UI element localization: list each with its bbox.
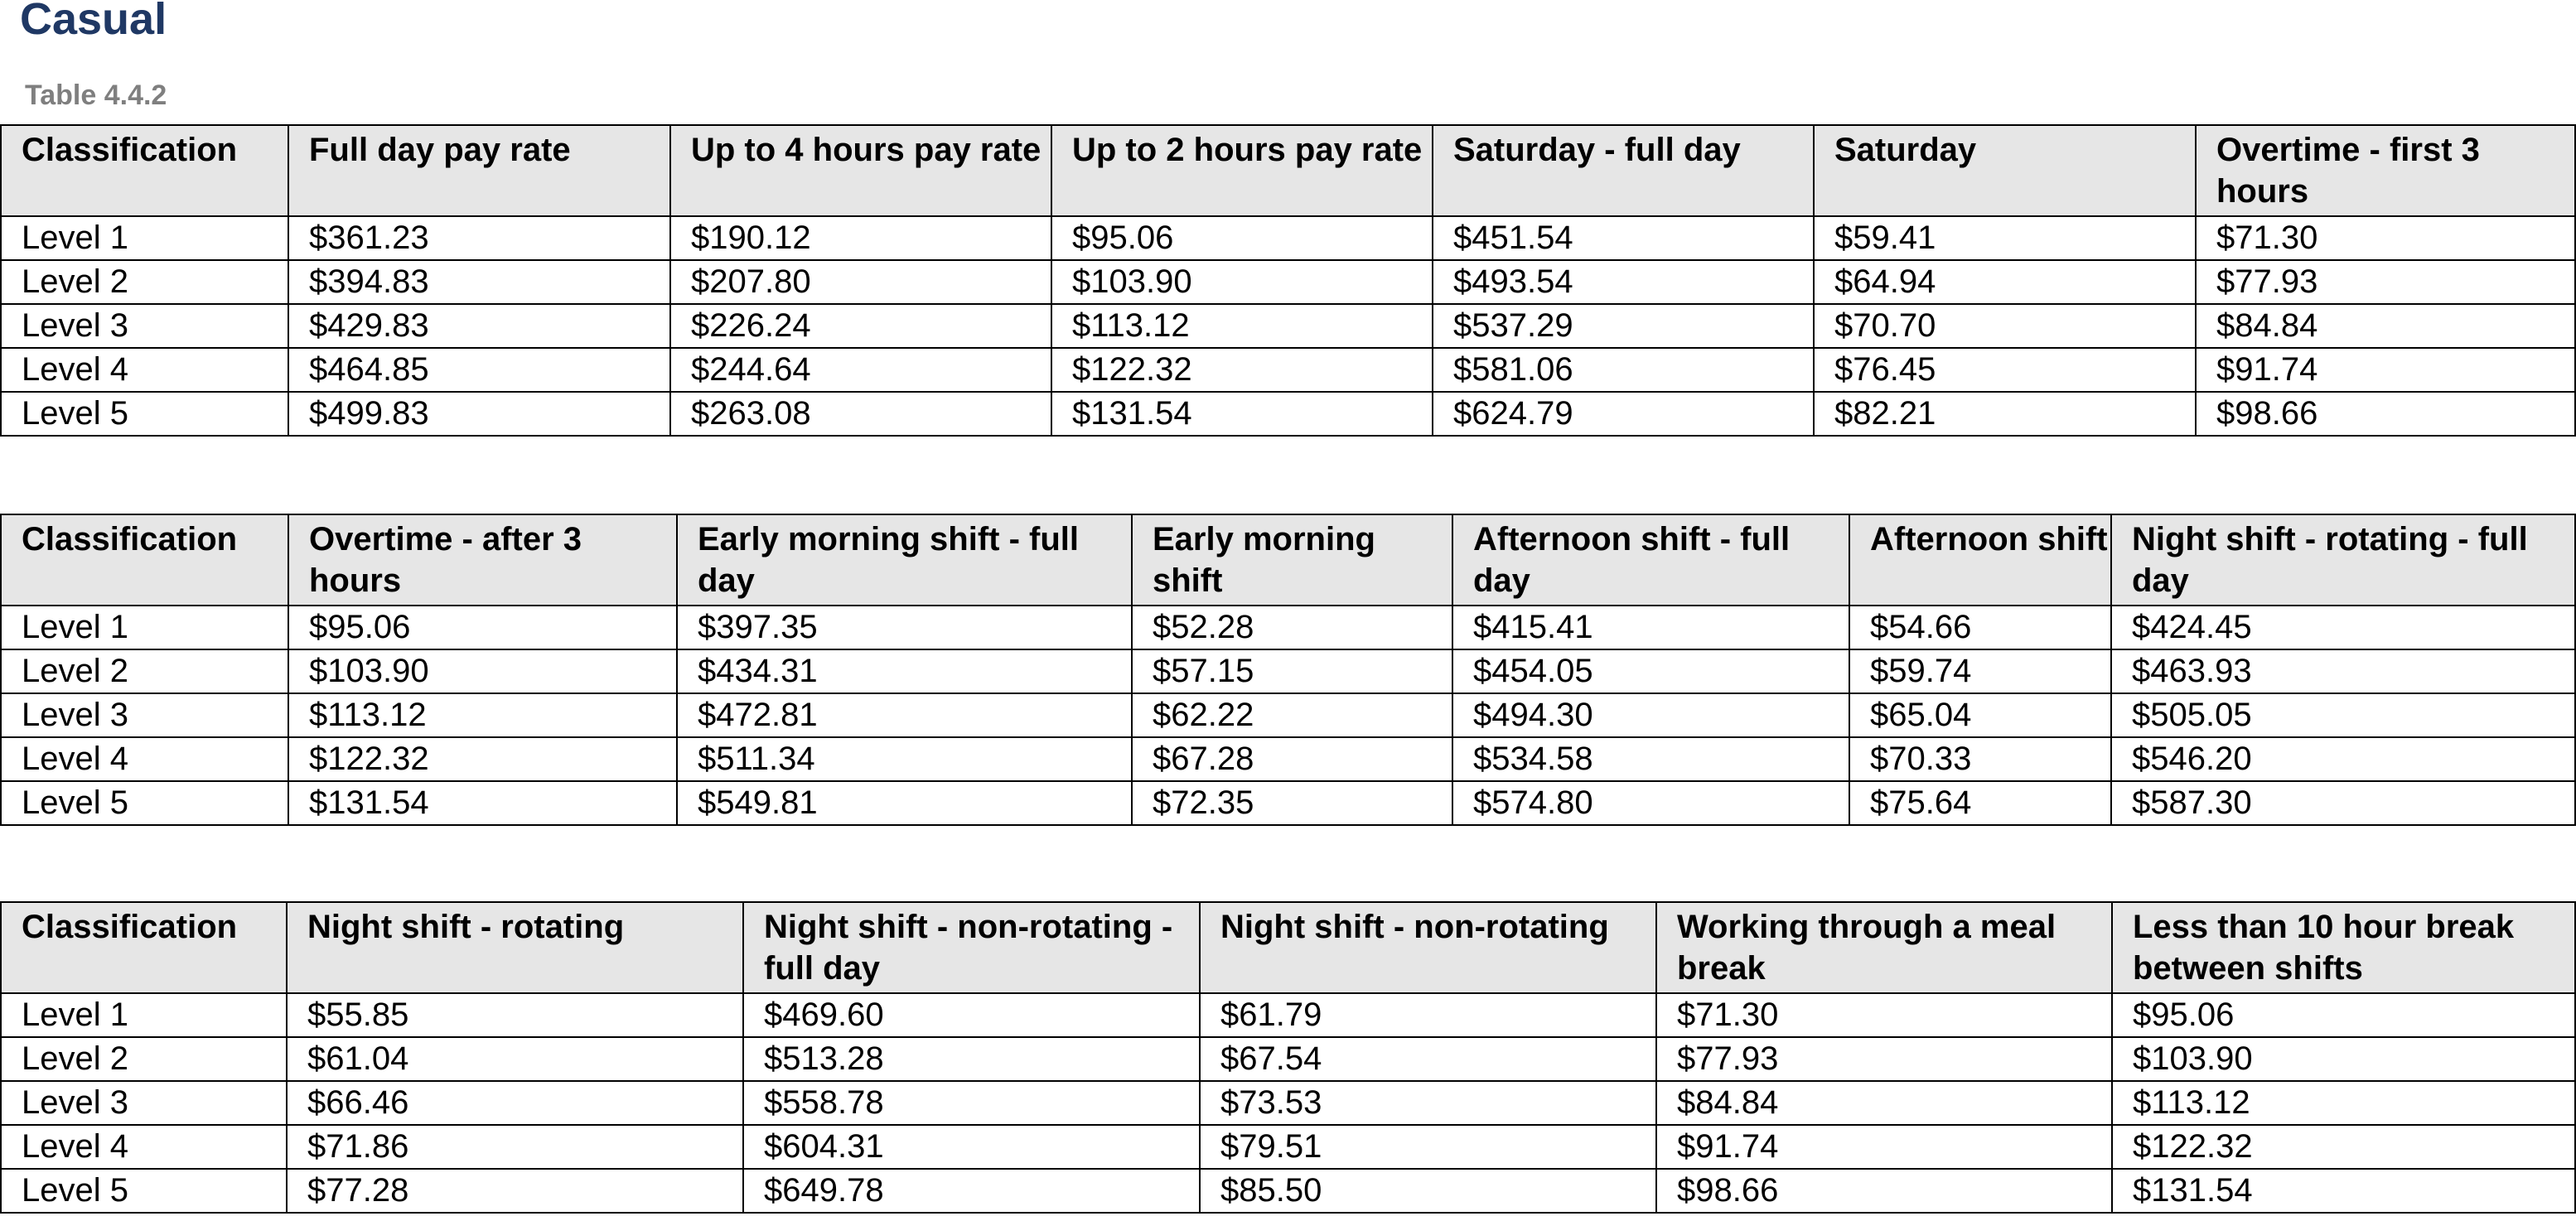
table-row — [1, 260, 2575, 304]
classification-cell: Level 3 — [1, 1081, 287, 1125]
rate-cell: $394.83 — [288, 260, 670, 304]
column-header: Overtime - first 3 hours — [2196, 125, 2575, 216]
classification-cell: Level 3 — [1, 304, 288, 348]
rate-cell: $55.85 — [287, 993, 743, 1037]
table-row — [1, 392, 2575, 436]
column-header: Saturday — [1814, 125, 2196, 216]
column-header: Working through a meal break — [1656, 902, 2112, 993]
table-row — [1, 993, 2575, 1037]
rate-cell: $424.45 — [2111, 606, 2575, 649]
clipped-heading — [25, 80, 232, 111]
pay-rates-table-2 — [0, 514, 2576, 826]
rate-cell: $64.94 — [1814, 260, 2196, 304]
rate-cell: $59.41 — [1814, 216, 2196, 260]
column-header: Afternoon shift - full day — [1452, 514, 1849, 606]
rate-cell: $91.74 — [2196, 348, 2575, 392]
rate-cell: $57.15 — [1132, 649, 1452, 693]
column-header: Classification — [1, 902, 287, 993]
rate-cell: $95.06 — [288, 606, 677, 649]
rate-cell: $464.85 — [288, 348, 670, 392]
rate-cell: $67.54 — [1200, 1037, 1656, 1081]
rate-cell: $54.66 — [1849, 606, 2111, 649]
column-header: Less than 10 hour break between shifts — [2112, 902, 2575, 993]
rate-cell: $98.66 — [2196, 392, 2575, 436]
classification-cell: Level 1 — [1, 216, 288, 260]
rate-cell: $494.30 — [1452, 693, 1849, 737]
classification-cell: Level 4 — [1, 348, 288, 392]
rate-cell: $98.66 — [1656, 1169, 2112, 1213]
column-header: Saturday - full day — [1433, 125, 1814, 216]
table-row — [1, 781, 2575, 825]
rate-cell: $649.78 — [743, 1169, 1200, 1213]
rate-cell: $472.81 — [677, 693, 1132, 737]
column-header: Early morning shift - full day — [677, 514, 1132, 606]
rate-cell: $549.81 — [677, 781, 1132, 825]
column-header: Afternoon shift — [1849, 514, 2111, 606]
classification-cell: Level 3 — [1, 693, 288, 737]
column-header: Night shift - non-rotating — [1200, 902, 1656, 993]
rate-cell: $82.21 — [1814, 392, 2196, 436]
rate-cell: $122.32 — [288, 737, 677, 781]
rate-cell: $397.35 — [677, 606, 1132, 649]
classification-cell: Level 5 — [1, 1169, 287, 1213]
rate-cell: $463.93 — [2111, 649, 2575, 693]
clipped-heading-text: Table 4.4.2 — [25, 80, 167, 111]
rate-cell: $113.12 — [2112, 1081, 2575, 1125]
rate-cell: $67.28 — [1132, 737, 1452, 781]
rate-cell: $581.06 — [1433, 348, 1814, 392]
rate-cell: $499.83 — [288, 392, 670, 436]
classification-cell: Level 5 — [1, 392, 288, 436]
table-row — [1, 348, 2575, 392]
rate-cell: $587.30 — [2111, 781, 2575, 825]
column-header: Full day pay rate — [288, 125, 670, 216]
rate-cell: $71.30 — [1656, 993, 2112, 1037]
rate-cell: $113.12 — [288, 693, 677, 737]
classification-cell: Level 1 — [1, 993, 287, 1037]
table-row — [1, 649, 2575, 693]
column-header: Classification — [1, 125, 288, 216]
classification-cell: Level 4 — [1, 737, 288, 781]
pay-rates-table-3 — [0, 901, 2576, 1214]
rate-cell: $77.93 — [2196, 260, 2575, 304]
column-header: Up to 4 hours pay rate — [670, 125, 1051, 216]
rate-cell: $361.23 — [288, 216, 670, 260]
table-header-row — [1, 902, 2575, 993]
rate-cell: $451.54 — [1433, 216, 1814, 260]
column-header: Overtime - after 3 hours — [288, 514, 677, 606]
table-row — [1, 304, 2575, 348]
rate-cell: $207.80 — [670, 260, 1051, 304]
rate-cell: $415.41 — [1452, 606, 1849, 649]
rate-cell: $61.04 — [287, 1037, 743, 1081]
table-row — [1, 1125, 2575, 1169]
rate-cell: $429.83 — [288, 304, 670, 348]
rate-cell: $558.78 — [743, 1081, 1200, 1125]
rate-cell: $66.46 — [287, 1081, 743, 1125]
rate-cell: $103.90 — [1051, 260, 1433, 304]
table-header-row — [1, 125, 2575, 216]
rate-cell: $95.06 — [2112, 993, 2575, 1037]
rate-cell: $604.31 — [743, 1125, 1200, 1169]
table-row — [1, 1081, 2575, 1125]
rate-cell: $131.54 — [2112, 1169, 2575, 1213]
rate-cell: $546.20 — [2111, 737, 2575, 781]
classification-cell: Level 2 — [1, 260, 288, 304]
page-title: Casual — [20, 0, 167, 44]
rate-cell: $131.54 — [1051, 392, 1433, 436]
rate-cell: $71.30 — [2196, 216, 2575, 260]
rate-cell: $624.79 — [1433, 392, 1814, 436]
rate-cell: $263.08 — [670, 392, 1051, 436]
column-header: Up to 2 hours pay rate — [1051, 125, 1433, 216]
table-row — [1, 216, 2575, 260]
rate-cell: $84.84 — [1656, 1081, 2112, 1125]
rate-cell: $76.45 — [1814, 348, 2196, 392]
rate-cell: $77.93 — [1656, 1037, 2112, 1081]
rate-cell: $84.84 — [2196, 304, 2575, 348]
rate-cell: $131.54 — [288, 781, 677, 825]
rate-cell: $52.28 — [1132, 606, 1452, 649]
rate-cell: $122.32 — [1051, 348, 1433, 392]
classification-cell: Level 2 — [1, 1037, 287, 1081]
rate-cell: $70.33 — [1849, 737, 2111, 781]
rate-cell: $71.86 — [287, 1125, 743, 1169]
classification-cell: Level 1 — [1, 606, 288, 649]
rate-cell: $103.90 — [288, 649, 677, 693]
rate-cell: $70.70 — [1814, 304, 2196, 348]
rate-cell: $505.05 — [2111, 693, 2575, 737]
column-header: Night shift - rotating - full day — [2111, 514, 2575, 606]
rate-cell: $91.74 — [1656, 1125, 2112, 1169]
rate-cell: $226.24 — [670, 304, 1051, 348]
rate-cell: $62.22 — [1132, 693, 1452, 737]
pay-rates-table-1 — [0, 124, 2576, 437]
rate-cell: $469.60 — [743, 993, 1200, 1037]
classification-cell: Level 4 — [1, 1125, 287, 1169]
rate-cell: $65.04 — [1849, 693, 2111, 737]
rate-cell: $61.79 — [1200, 993, 1656, 1037]
rate-cell: $59.74 — [1849, 649, 2111, 693]
table-row — [1, 1169, 2575, 1213]
rate-cell: $190.12 — [670, 216, 1051, 260]
column-header: Early morning shift — [1132, 514, 1452, 606]
rate-cell: $85.50 — [1200, 1169, 1656, 1213]
rate-cell: $537.29 — [1433, 304, 1814, 348]
table-row — [1, 606, 2575, 649]
rate-cell: $75.64 — [1849, 781, 2111, 825]
classification-cell: Level 5 — [1, 781, 288, 825]
rate-cell: $73.53 — [1200, 1081, 1656, 1125]
rate-cell: $574.80 — [1452, 781, 1849, 825]
rate-cell: $79.51 — [1200, 1125, 1656, 1169]
column-header: Night shift - rotating — [287, 902, 743, 993]
column-header: Classification — [1, 514, 288, 606]
rate-cell: $513.28 — [743, 1037, 1200, 1081]
rate-cell: $122.32 — [2112, 1125, 2575, 1169]
table-row — [1, 1037, 2575, 1081]
rate-cell: $511.34 — [677, 737, 1132, 781]
rate-cell: $103.90 — [2112, 1037, 2575, 1081]
rate-cell: $434.31 — [677, 649, 1132, 693]
column-header: Night shift - non-rotating - full day — [743, 902, 1200, 993]
rate-cell: $534.58 — [1452, 737, 1849, 781]
table-row — [1, 737, 2575, 781]
rate-cell: $493.54 — [1433, 260, 1814, 304]
rate-cell: $244.64 — [670, 348, 1051, 392]
rate-cell: $72.35 — [1132, 781, 1452, 825]
rate-cell: $454.05 — [1452, 649, 1849, 693]
rate-cell: $113.12 — [1051, 304, 1433, 348]
rate-cell: $95.06 — [1051, 216, 1433, 260]
classification-cell: Level 2 — [1, 649, 288, 693]
table-header-row — [1, 514, 2575, 606]
rate-cell: $77.28 — [287, 1169, 743, 1213]
table-row — [1, 693, 2575, 737]
